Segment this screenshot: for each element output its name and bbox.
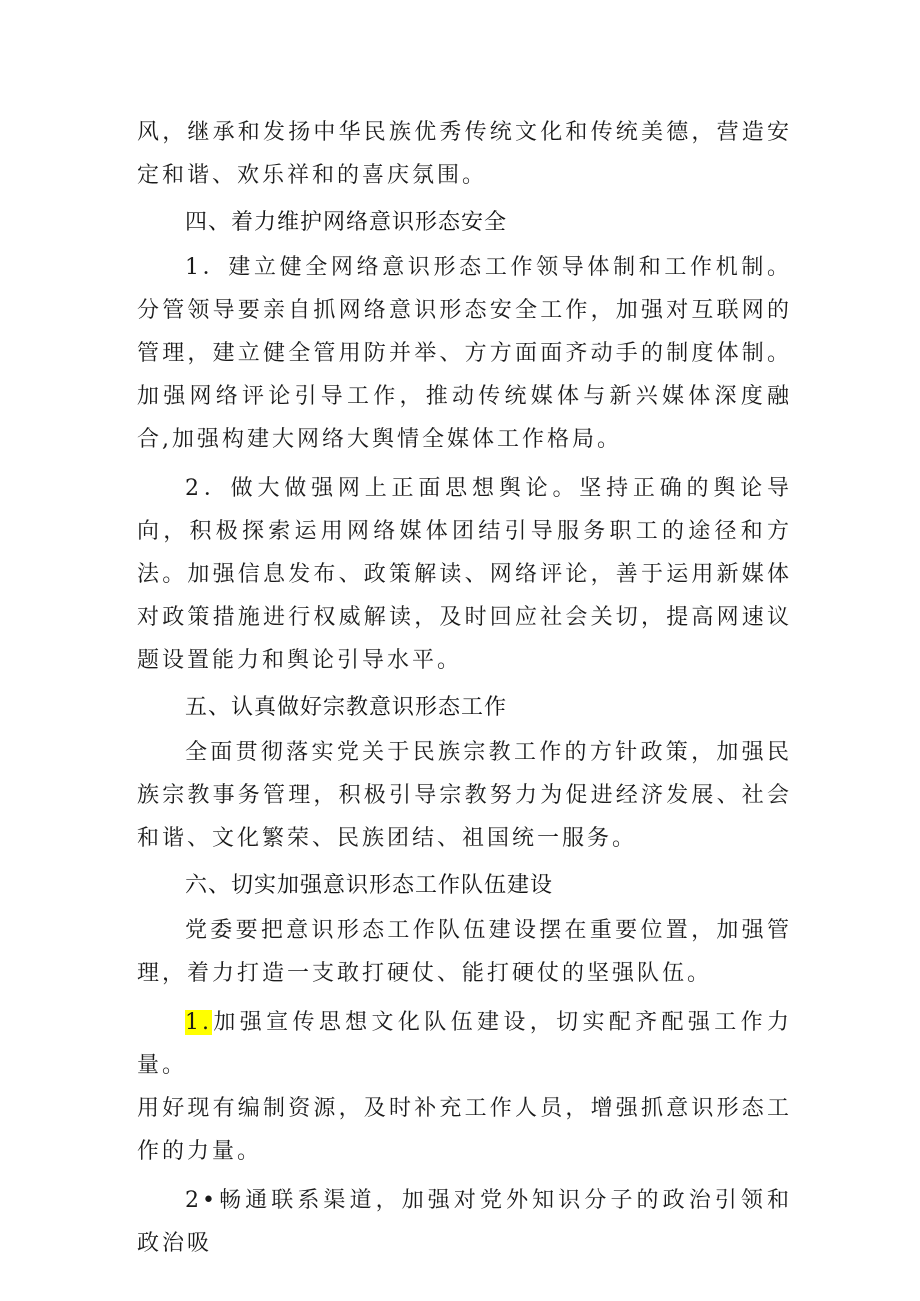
- paragraph-4-1: 1．建立健全网络意识形态工作领导体制和工作机制。分管领导要亲自抓网络意识形态安全工作，加强对互联网的管理，建立健全管用防并举、方方面面齐动手的制度体制。加强网络评论引导工作，推动传统媒体与新兴媒体深度融合,加强构建大网络大舆情全媒体工作格局。: [137, 255, 792, 452]
- paragraph-5: 全面贯彻落实党关于民族宗教工作的方针政策，加强民族宗教事务管理，积极引导宗教努力为促进经济发展、社会和谐、文化繁荣、民族团结、祖国统一服务。: [137, 740, 792, 851]
- paragraph-6: 党委要把意识形态工作队伍建设摆在重要位置，加强管理，着力打造一支敢打硬仗、能打硬仗的坚强队伍。: [137, 918, 792, 986]
- paragraph-6-1-heading: [137, 1001, 792, 1087]
- section-heading-5: 五、认真做好宗教意识形态工作: [185, 695, 508, 720]
- paragraph-6-1-body: 用好现有编制资源，及时补充工作人员，增强抓意识形态工作的力量。: [137, 1096, 792, 1164]
- section-heading-4: 四、着力维护网络意识形态安全: [185, 210, 508, 235]
- paragraph-4-2: 2．做大做强网上正面思想舆论。坚持正确的舆论导向，积极探索运用网络媒体团结引导服务职工的途径和方法。加强信息发布、政策解读、网络评论，善于运用新媒体对政策措施进行权威解读，及时回应社会关切，提高网速议题设置能力和舆论引导水平。: [137, 476, 792, 673]
- paragraph-6-1-title: 加强宣传思想文化队伍建设，切实配齐配强工作力量。: [137, 1010, 792, 1078]
- paragraph-6-2: 2•畅通联系渠道，加强对党外知识分子的政治引领和政治吸: [137, 1188, 792, 1256]
- document-body: [137, 111, 792, 1265]
- section-heading-6: 六、切实加强意识形态工作队伍建设: [185, 873, 554, 898]
- highlighted-number: 1.: [185, 1010, 212, 1035]
- paragraph-continuation: 风，继承和发扬中华民族优秀传统文化和传统美德，营造安定和谐、欢乐祥和的喜庆氛围。: [137, 120, 792, 188]
